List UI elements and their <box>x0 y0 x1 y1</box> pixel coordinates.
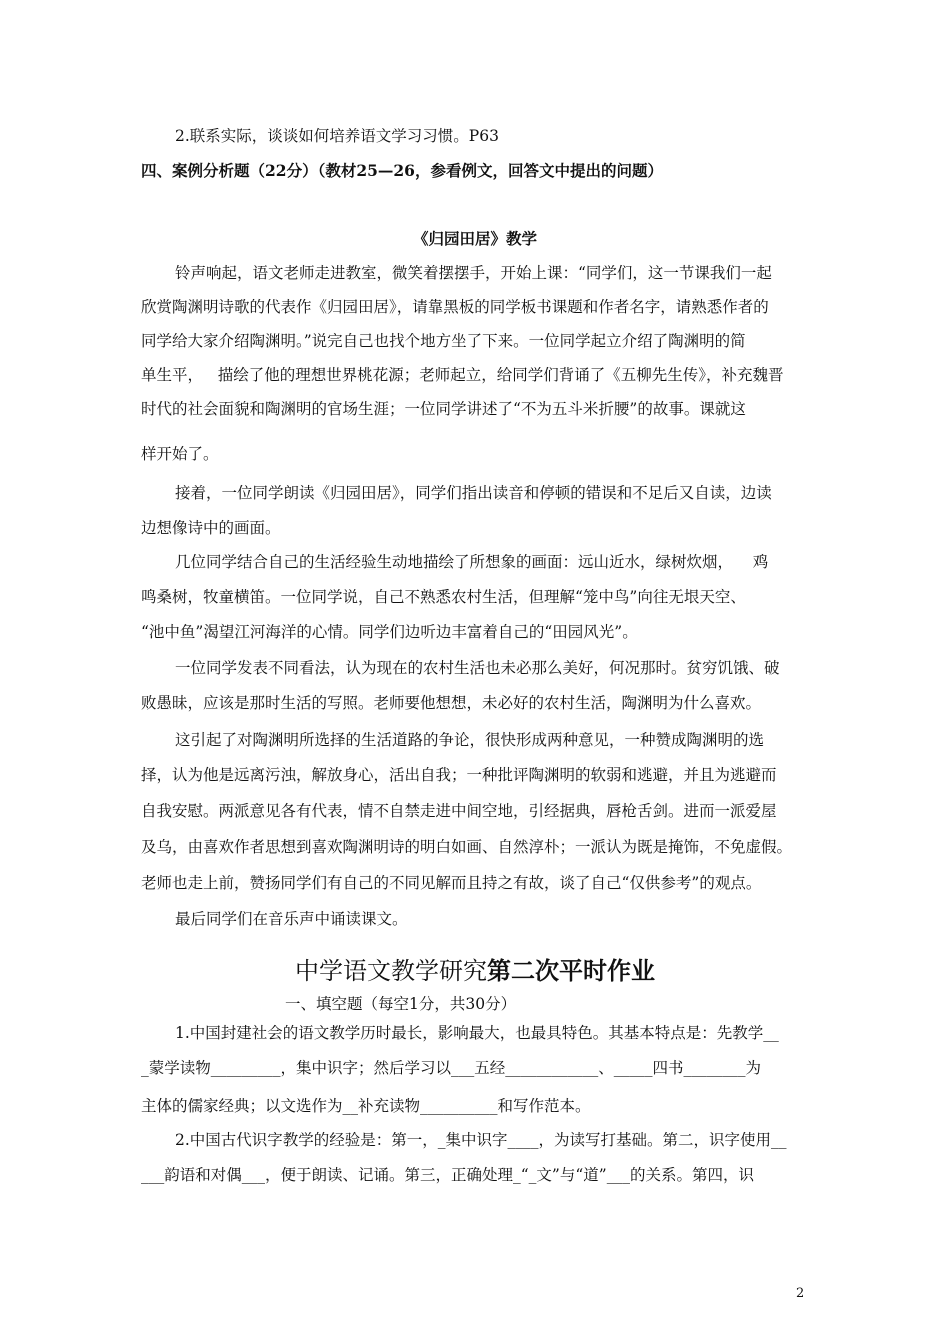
question-2: 2.联系实际，谈谈如何培养语文学习习惯。P63 <box>175 127 499 145</box>
section-4-heading: 四、案例分析题（22分）（教材25—26，参看例文，回答文中提出的问题） <box>141 161 663 180</box>
case-line: 及乌，由喜欢作者思想到喜欢陶渊明诗的明白如画、自然淳朴；一派认为既是掩饰，不免虚假。 <box>141 838 793 856</box>
homework-title-bold: 第二次平时作业 <box>487 956 655 985</box>
case-line: 一位同学发表不同看法，认为现在的农村生活也未必那么美好，何况那时。贫穷饥饿、破 <box>175 659 780 677</box>
case-line: 欣赏陶渊明诗歌的代表作《归园田居》，请靠黑板的同学板书课题和作者名字，请熟悉作者的 <box>141 298 769 316</box>
case-line: 时代的社会面貌和陶渊明的官场生涯；一位同学讲述了“不为五斗米折腰”的故事。课就这 <box>141 400 746 418</box>
case-line: 边想像诗中的画面。 <box>141 519 281 537</box>
fill-in-heading: 一、填空题（每空1分，共30分） <box>285 995 517 1013</box>
case-line: 接着，一位同学朗读《归园田居》，同学们指出读音和停顿的错误和不足后又自读，边读 <box>175 484 772 502</box>
case-title: 《归园田居》教学 <box>412 229 537 248</box>
case-line: 这引起了对陶渊明所选择的生活道路的争论，很快形成两种意见，一种赞成陶渊明的选 <box>175 731 765 749</box>
case-line: 败愚昧，应该是那时生活的写照。老师要他想想，未必好的农村生活，陶渊明为什么喜欢。 <box>141 694 762 712</box>
fill-line: 主体的儒家经典；以文选作为__补充读物__________和写作范本。 <box>141 1097 591 1115</box>
case-line: 几位同学结合自己的生活经验生动地描绘了所想象的画面：远山近水，绿树炊烟， 鸡 <box>175 553 769 571</box>
case-line: 铃声响起，语文老师走进教室，微笑着摆摆手，开始上课：“同学们，这一节课我们一起 <box>175 264 772 282</box>
case-line: 最后同学们在音乐声中诵读课文。 <box>175 910 408 928</box>
page-number: 2 <box>796 1286 805 1301</box>
fill-line: ___韵语和对偶___，便于朗读、记诵。第三，正确处理_“_文”与“道”___的关系。第四，识 <box>141 1166 754 1184</box>
case-line: “池中鱼”渴望江河海洋的心情。同学们边听边丰富着自己的“田园风光”。 <box>141 623 638 641</box>
homework-title-plain: 中学语文教学研究 <box>295 957 487 985</box>
fill-line: 1.中国封建社会的语文教学历时最长，影响最大，也最具特色。其基本特点是：先教学__ <box>175 1024 779 1042</box>
case-line: 鸣桑树，牧童横笛。一位同学说，自己不熟悉农村生活，但理解“笼中鸟”向往无垠天空、 <box>141 588 746 606</box>
case-line: 样开始了。 <box>141 445 219 463</box>
fill-line: 2.中国古代识字教学的经验是：第一，_集中识字____，为读写打基础。第二，识字使用__ <box>175 1131 787 1149</box>
homework-title <box>0 956 950 986</box>
case-line: 老师也走上前，赞扬同学们有自己的不同见解而且持之有故，谈了自己“仅供参考”的观点。 <box>141 874 762 892</box>
case-line: 单生平， 描绘了他的理想世界桃花源；老师起立，给同学们背诵了《五柳先生传》，补充魏晋 <box>141 366 784 384</box>
case-line: 择，认为他是远离污浊，解放身心，活出自我；一种批评陶渊明的软弱和逃避，并且为逃避而 <box>141 766 777 784</box>
case-line: 同学给大家介绍陶渊明。”说完自己也找个地方坐了下来。一位同学起立介绍了陶渊明的简 <box>141 332 746 350</box>
case-line: 自我安慰。两派意见各有代表，情不自禁走进中间空地，引经据典，唇枪舌剑。进而一派爱屋 <box>141 802 777 820</box>
fill-line: _蒙学读物_________，集中识字；然后学习以___五经____________、_____四书________为 <box>141 1059 762 1077</box>
